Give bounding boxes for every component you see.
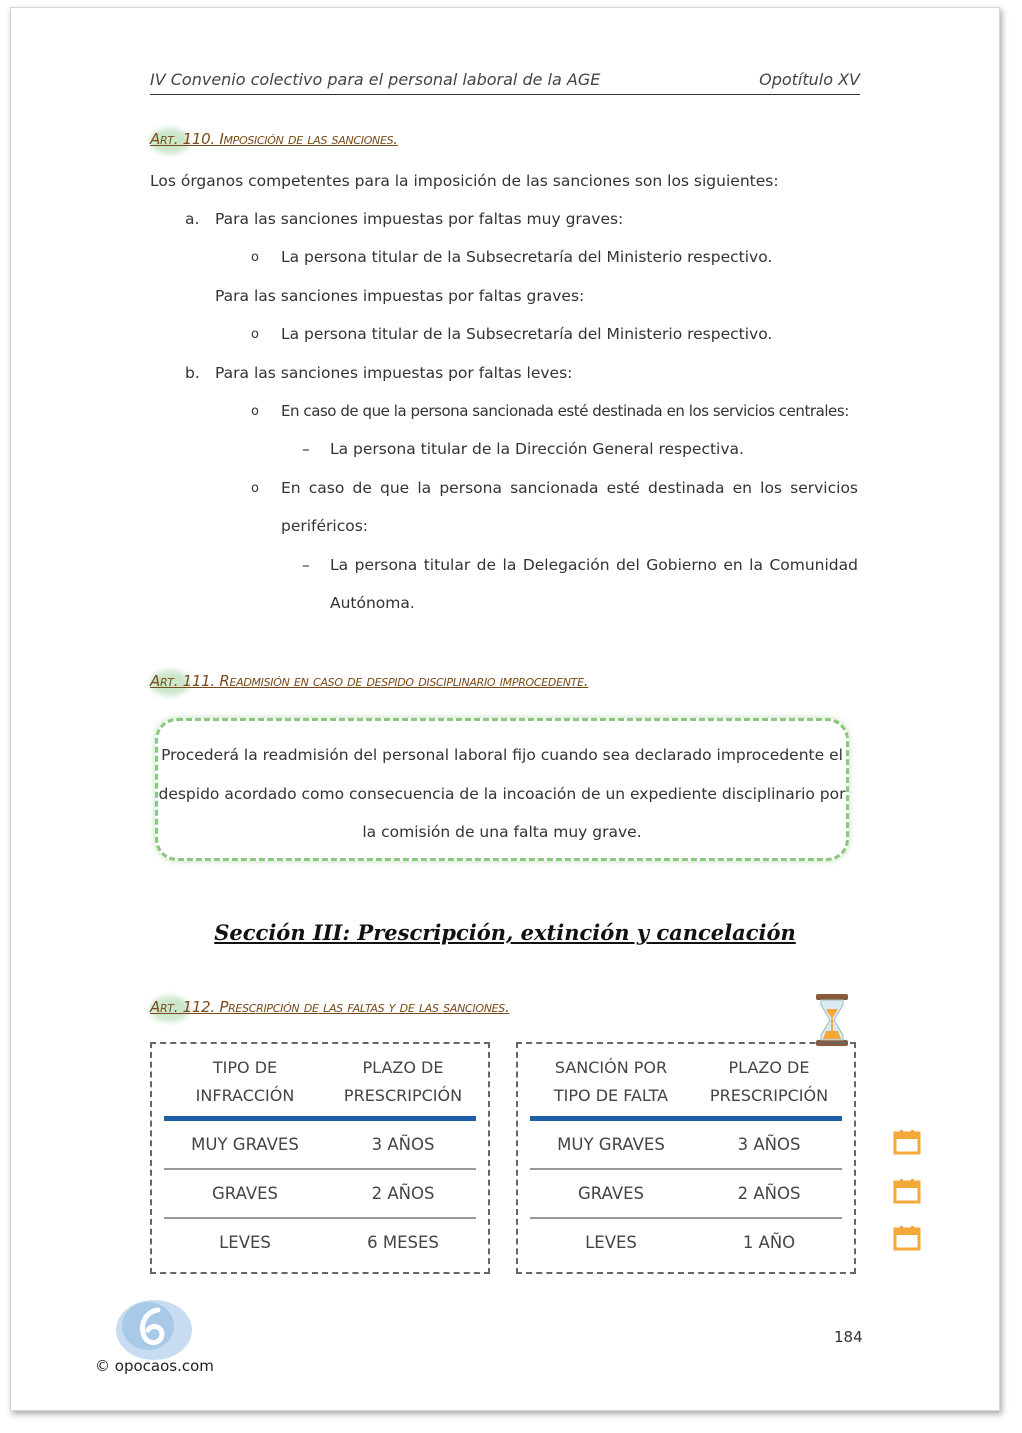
art111-box-text: Procederá la readmisión del personal laboral fijo cuando sea declarado improcedente el despido acordado como consecuencia de la incoación de un expediente disciplinario por la comisión de una falta muy grave. (158, 746, 846, 841)
table-sanciones (516, 1042, 856, 1274)
table-cell: GRAVES (578, 1184, 644, 1203)
page-number: 184 (834, 1328, 863, 1346)
table-cell: 2 AÑOS (737, 1184, 801, 1203)
page-header (150, 68, 860, 95)
art110-intro: Los órganos competentes para la imposición de las sanciones son los siguientes: (150, 172, 779, 190)
dash-symbol: – (302, 440, 310, 458)
art111-title: Art. 111. Readmisión en caso de despido disciplinario improcedente. (150, 672, 589, 690)
copyright: © opocaos.com (95, 1357, 214, 1375)
calendar-icon (893, 1129, 921, 1155)
art110-b-dash1: La persona titular de la Dirección General respectiva. (330, 440, 744, 458)
table-header-col2: PLAZO DE PRESCRIPCIÓN (709, 1058, 829, 1105)
table-cell: LEVES (219, 1233, 271, 1252)
art110-b-bullet2-line2: periféricos: (281, 517, 369, 535)
art110-b-text: Para las sanciones impuestas por faltas leves: (215, 364, 573, 382)
bullet-symbol: o (251, 481, 259, 496)
table-cell: MUY GRAVES (191, 1135, 299, 1154)
table-header-col1: SANCIÓN POR TIPO DE FALTA (553, 1058, 669, 1105)
art110-b-dash2-line1: La persona titular de la Delegación del Gobierno en la Comunidad (330, 556, 858, 574)
row-divider (530, 1168, 842, 1170)
table-cell: 3 AÑOS (371, 1135, 435, 1154)
highlight-box (155, 718, 849, 861)
list-marker-b: b. (185, 364, 200, 382)
table-faltas (150, 1042, 490, 1274)
calendar-icon (893, 1225, 921, 1251)
table-cell: GRAVES (212, 1184, 278, 1203)
art110-graves-text: Para las sanciones impuestas por faltas graves: (215, 287, 585, 305)
row-divider (164, 1168, 476, 1170)
bullet-symbol: o (251, 404, 259, 419)
row-divider (164, 1217, 476, 1219)
section-heading (0, 920, 1010, 945)
header-divider (164, 1116, 476, 1121)
header-left: IV Convenio colectivo para el personal laboral de la AGE (150, 70, 601, 89)
header-divider (530, 1116, 842, 1121)
art110-graves-bullet: La persona titular de la Subsecretaría del Ministerio respectivo. (281, 325, 773, 343)
section-title: Sección III: Prescripción, extinción y cancelación (214, 920, 796, 945)
list-marker-a: a. (185, 210, 200, 228)
table-cell: MUY GRAVES (557, 1135, 665, 1154)
table-cell: 6 MESES (367, 1233, 439, 1252)
calendar-icon (893, 1178, 921, 1204)
table-cell: 3 AÑOS (737, 1135, 801, 1154)
art110-a-text: Para las sanciones impuestas por faltas muy graves: (215, 210, 624, 228)
art110-b-bullet2-line1: En caso de que la persona sancionada esté destinada en los servicios (281, 479, 858, 497)
art112-title: Art. 112. Prescripción de las faltas y de las sanciones. (150, 998, 510, 1016)
row-divider (530, 1217, 842, 1219)
hourglass-icon (814, 993, 850, 1047)
art110-b-bullet1: En caso de que la persona sancionada esté destinada en los servicios centrales: (281, 402, 849, 420)
table-header-col1: TIPO DE INFRACCIÓN (195, 1058, 295, 1105)
art110-b-dash2-line2: Autónoma. (330, 594, 415, 612)
table-header-col2: PLAZO DE PRESCRIPCIÓN (343, 1058, 463, 1105)
table-cell: 1 AÑO (742, 1233, 796, 1252)
table-cell: LEVES (585, 1233, 637, 1252)
bullet-symbol: o (251, 250, 259, 265)
art110-title: Art. 110. Imposición de las sanciones. (150, 130, 398, 148)
art110-a-bullet: La persona titular de la Subsecretaría del Ministerio respectivo. (281, 248, 773, 266)
header-right: Opotítulo XV (759, 70, 860, 89)
opocaos-logo (112, 1296, 194, 1362)
dash-symbol: – (302, 556, 310, 574)
bullet-symbol: o (251, 327, 259, 342)
table-cell: 2 AÑOS (371, 1184, 435, 1203)
